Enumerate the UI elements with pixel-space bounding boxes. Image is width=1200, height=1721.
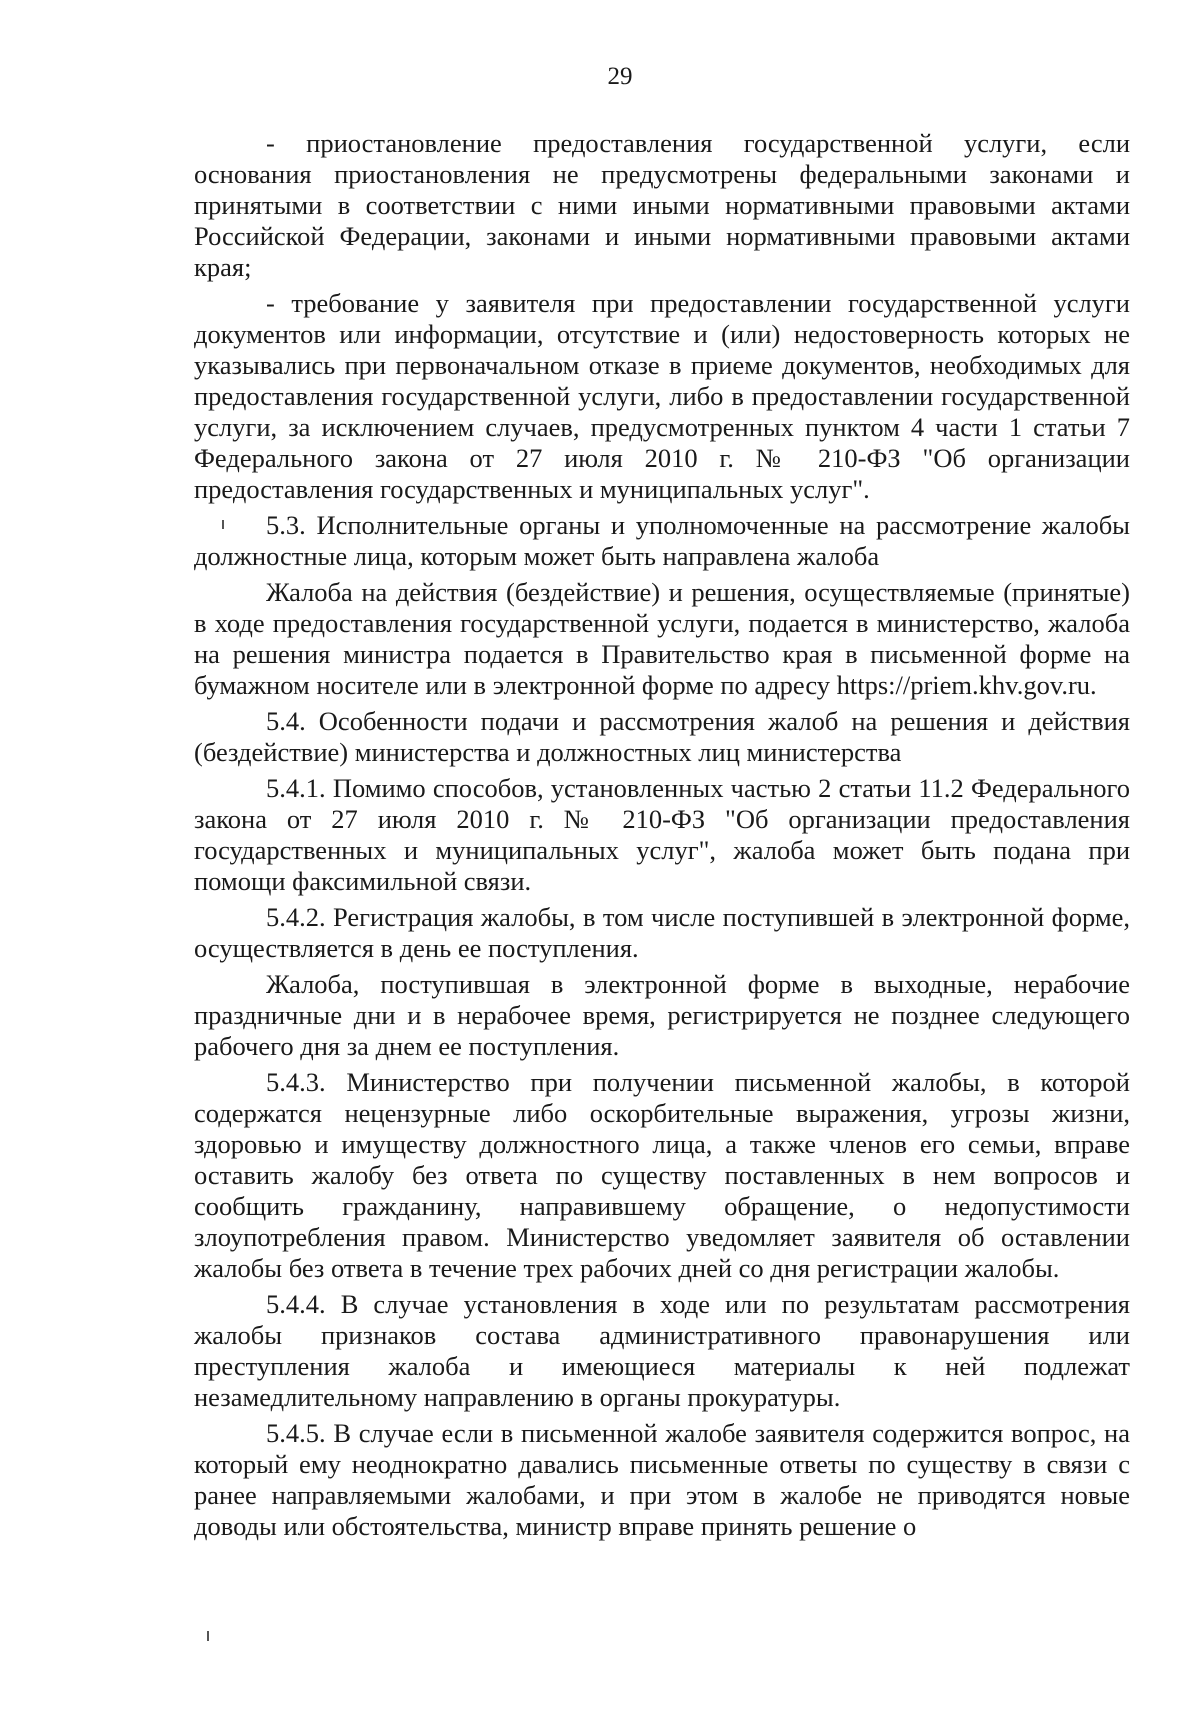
paragraph-5-4-2: 5.4.2. Регистрация жалобы, в том числе поступившей в электронной форме, осуществляется в день ее поступления. bbox=[194, 902, 1130, 963]
section-heading-5-3: 5.3. Исполнительные органы и уполномоченные на рассмотрение жалобы должностные лица, которым может быть направлена жалоба bbox=[194, 510, 1130, 571]
paragraph-5-4-3: 5.4.3. Министерство при получении письменной жалобы, в которой содержатся нецензурные либо оскорбительные выражения, угрозы жизни, здоровью и имуществу должностного лица, а также членов его семьи, вправе оставить жалобу без ответа по существу поставленных в нем вопросов и сообщить гражданину, направившему обращение, о недопустимости злоупотребления правом. Министерство уведомляет заявителя об оставлении жалобы без ответа в течение трех рабочих дней со дня регистрации жалобы. bbox=[194, 1067, 1130, 1283]
paragraph-complaint-submission: Жалоба на действия (бездействие) и решения, осуществляемые (принятые) в ходе предоставления государственной услуги, подается в министерство, жалоба на решения министра подается в Правительство края в письменной форме на бумажном носителе или в электронной форме по адресу https://priem.khv.gov.ru. bbox=[194, 577, 1130, 700]
paragraph-electronic-registration: Жалоба, поступившая в электронной форме в выходные, нерабочие праздничные дни и в нерабочее время, регистрируется не позднее следующего рабочего дня за днем ее поступления. bbox=[194, 969, 1130, 1061]
page-number: 29 bbox=[607, 63, 633, 90]
paragraph-suspension: - приостановление предоставления государственной услуги, если основания приостановления не предусмотрены федеральными законами и принятыми в соответствии с ними иными нормативными правовыми актами Российской Федерации, законами и иными нормативными правовыми актами края; bbox=[194, 128, 1130, 282]
paragraph-requirement: - требование у заявителя при предоставлении государственной услуги документов или информации, отсутствие и (или) недостоверность которых не указывались при первоначальном отказе в приеме документов, необходимых для предоставления государственной услуги, либо в предоставлении государственной услуги, за исключением случаев, предусмотренных пунктом 4 части 1 статьи 7 Федерального закона от 27 июля 2010 г. № 210-ФЗ "Об организации предоставления государственных и муниципальных услуг". bbox=[194, 288, 1130, 504]
scan-artifact bbox=[207, 1631, 209, 1641]
paragraph-5-4-4: 5.4.4. В случае установления в ходе или по результатам рассмотрения жалобы признаков состава административного правонарушения или преступления жалоба и имеющиеся материалы к ней подлежат незамедлительному направлению в органы прокуратуры. bbox=[194, 1289, 1130, 1412]
section-heading-5-4: 5.4. Особенности подачи и рассмотрения жалоб на решения и действия (бездействие) министерства и должностных лиц министерства bbox=[194, 706, 1130, 767]
paragraph-5-4-1: 5.4.1. Помимо способов, установленных частью 2 статьи 11.2 Федерального закона от 27 июля 2010 г. № 210-ФЗ "Об организации предоставления государственных и муниципальных услуг", жалоба может быть подана при помощи факсимильной связи. bbox=[194, 773, 1130, 896]
document-body bbox=[194, 128, 1130, 1542]
paragraph-5-4-5: 5.4.5. В случае если в письменной жалобе заявителя содержится вопрос, на который ему неоднократно давались письменные ответы по существу в связи с ранее направляемыми жалобами, и при этом в жалобе не приводятся новые доводы или обстоятельства, министр вправе принять решение о bbox=[194, 1418, 1130, 1541]
